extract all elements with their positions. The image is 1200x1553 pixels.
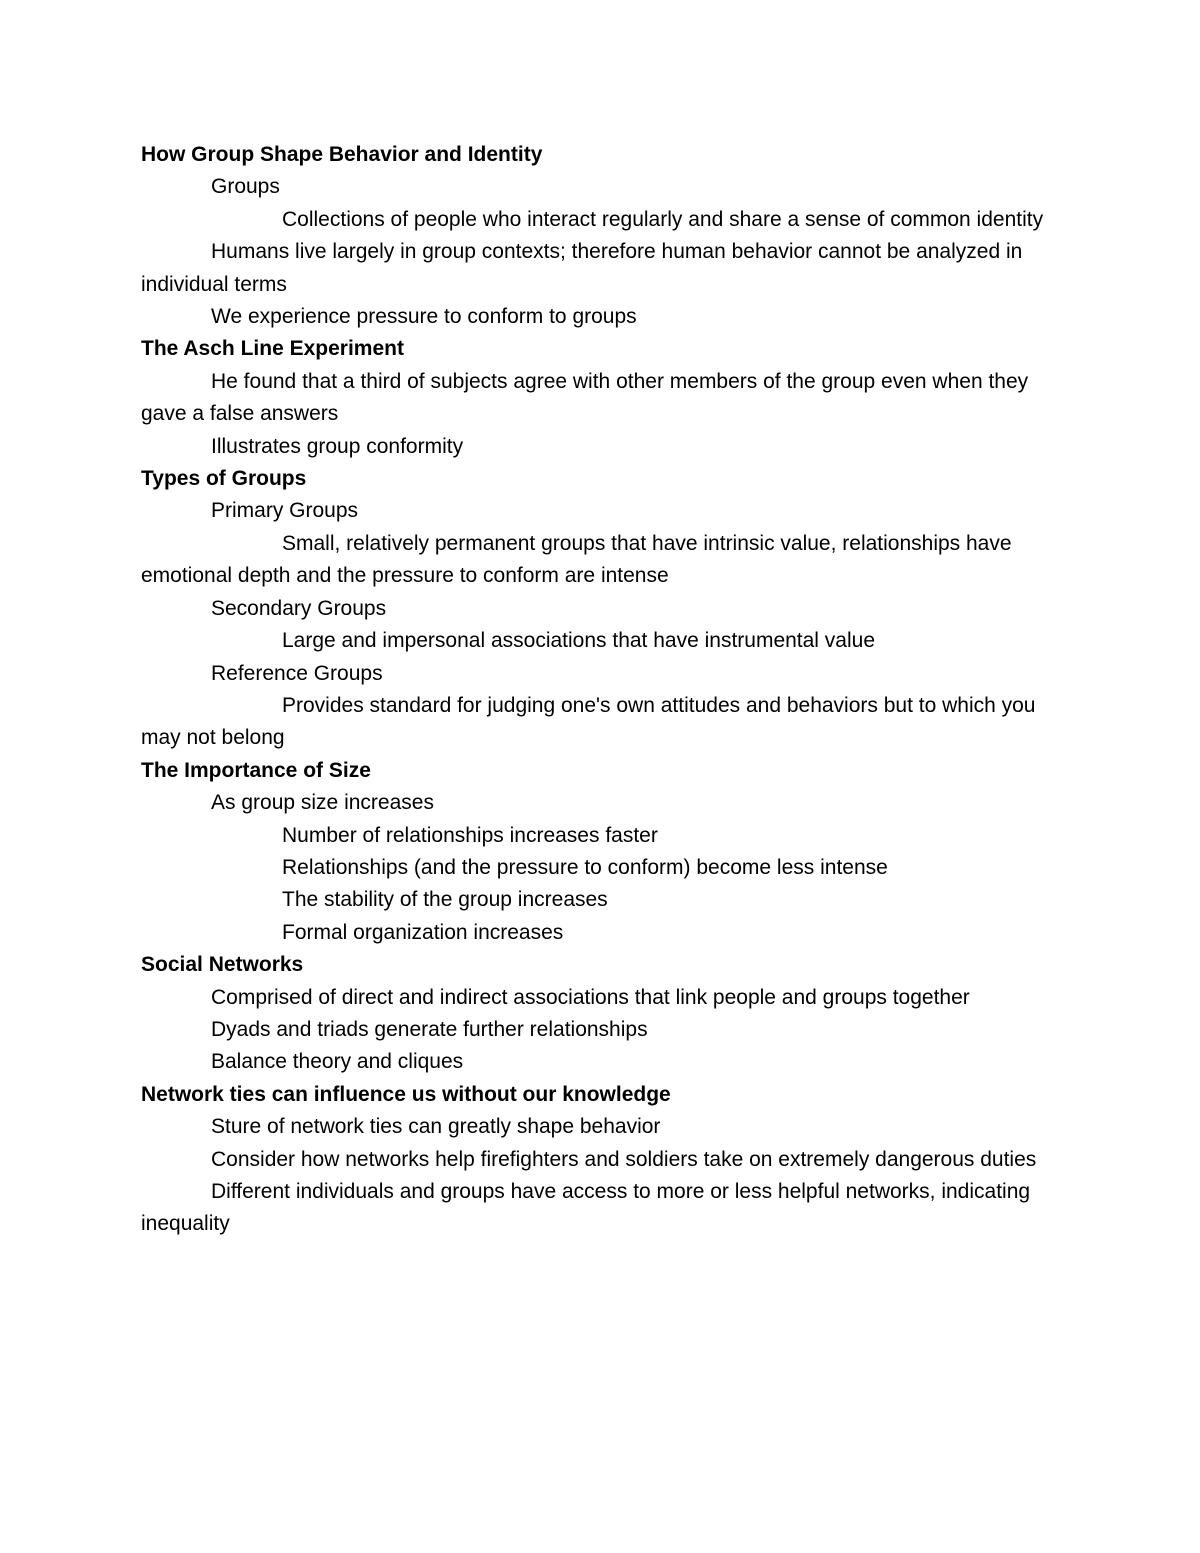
- outline-subitem: Large and impersonal associations that have instrumental value: [282, 629, 876, 653]
- section-heading: Network ties can influence us without our knowledge: [141, 1082, 671, 1106]
- document-page: [141, 139, 1061, 1241]
- outline-item: Humans live largely in group contexts; therefore human behavior cannot be analyzed in individual terms: [141, 240, 1023, 296]
- outline-item: Sture of network ties can greatly shape behavior: [211, 1115, 661, 1139]
- outline-subitem: Formal organization increases: [282, 920, 564, 944]
- outline-subitem: Number of relationships increases faster: [282, 823, 658, 847]
- outline-item: Different individuals and groups have access to more or less helpful networks, indicating inequality: [141, 1180, 1031, 1236]
- section-heading: How Group Shape Behavior and Identity: [141, 143, 543, 166]
- outline-subitem: Relationships (and the pressure to conform) become less intense: [282, 855, 888, 879]
- outline-item: As group size increases: [211, 791, 434, 815]
- outline-subitem: Collections of people who interact regularly and share a sense of common identity: [282, 207, 1044, 231]
- outline-item: Illustrates group conformity: [211, 434, 464, 458]
- outline-item: Primary Groups: [211, 499, 359, 523]
- outline-item: We experience pressure to conform to groups: [211, 305, 637, 329]
- outline-item: Groups: [211, 175, 280, 199]
- section-heading: Social Networks: [141, 953, 304, 977]
- outline-subitem: Provides standard for judging one's own attitudes and behaviors but to which you may not belong: [141, 693, 1036, 750]
- outline-item: Reference Groups: [211, 661, 383, 685]
- section-heading: The Importance of Size: [141, 758, 371, 782]
- outline-item: Comprised of direct and indirect associations that link people and groups together: [211, 985, 970, 1009]
- outline-subitem: Small, relatively permanent groups that have intrinsic value, relationships have emotional depth and the pressure to conform are intense: [141, 531, 1012, 588]
- outline-item: Consider how networks help firefighters and soldiers take on extremely dangerous duties: [211, 1147, 1037, 1171]
- outline-item: Balance theory and cliques: [211, 1050, 464, 1074]
- outline-subitem: The stability of the group increases: [282, 888, 608, 912]
- outline-item: Dyads and triads generate further relationships: [211, 1017, 648, 1041]
- outline-item: He found that a third of subjects agree with other members of the group even when they gave a false answers: [141, 369, 1029, 426]
- section-heading: The Asch Line Experiment: [141, 337, 404, 361]
- outline-item: Secondary Groups: [211, 596, 387, 620]
- section-heading: Types of Groups: [141, 467, 307, 491]
